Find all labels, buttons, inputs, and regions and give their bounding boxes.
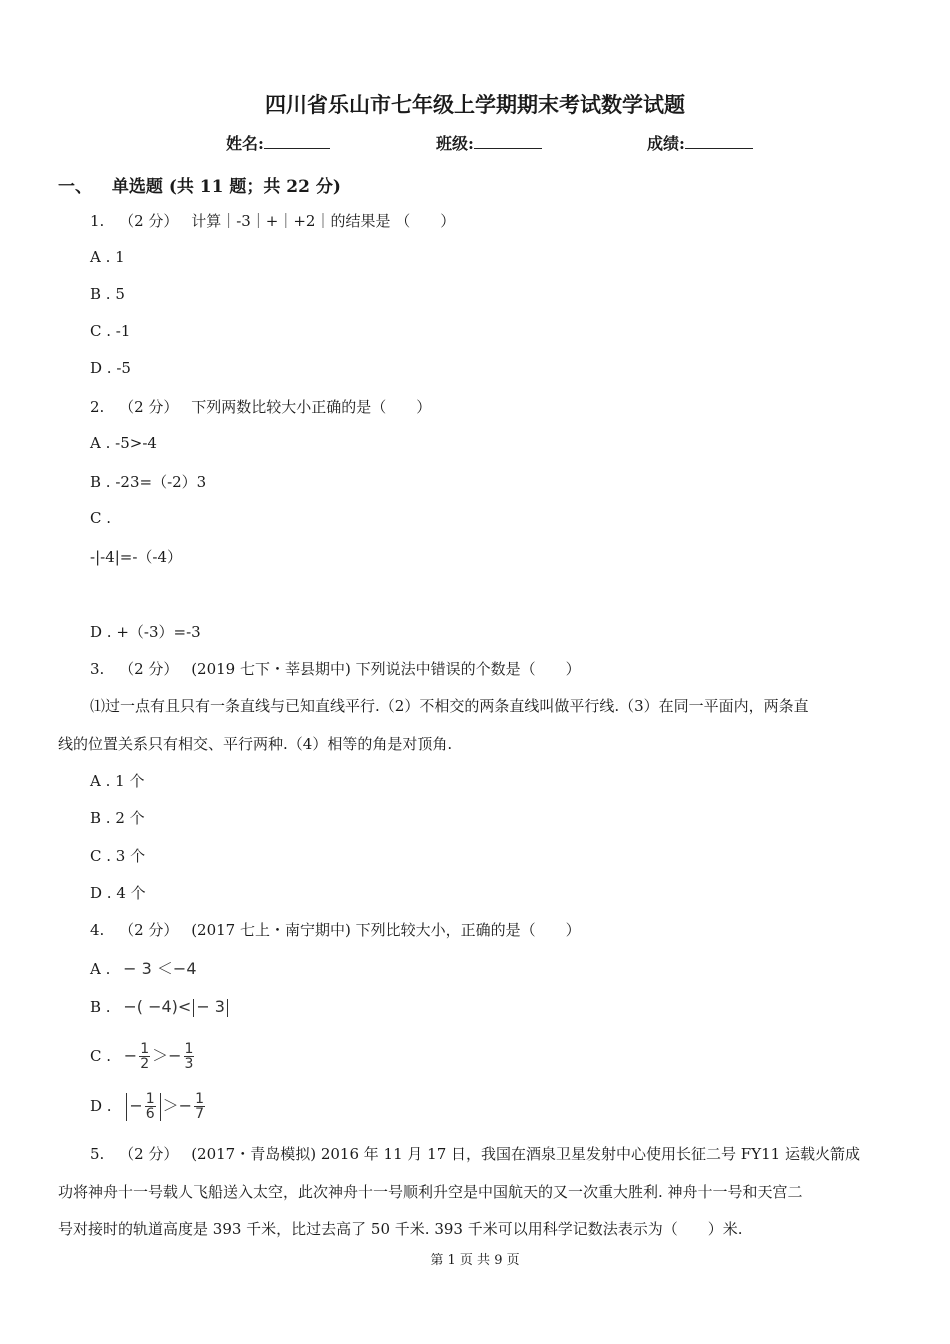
q3-option-a	[90, 770, 144, 791]
page-footer: 第 1 页 共 9 页	[430, 1253, 520, 1268]
option-text: 1 个	[115, 772, 145, 790]
numerator: 1	[145, 1091, 155, 1107]
q3-option-d	[90, 882, 146, 903]
math-operator: ＞−	[162, 1096, 193, 1115]
question-score: （2 分）	[119, 1145, 179, 1163]
question-score: （2 分）	[119, 398, 179, 416]
class-field	[436, 131, 542, 154]
option-text: -5	[116, 359, 131, 377]
math-abs-inner: − 3	[196, 997, 225, 1016]
option-label: B .	[90, 809, 111, 827]
math-minus: −	[129, 1096, 143, 1115]
abs-bar-left	[126, 1093, 127, 1121]
fraction	[184, 1042, 195, 1071]
question-number: 1.	[90, 212, 105, 230]
question-5-text-line-2: 功将神舟十一号载人飞船送入太空，此次神舟十一号顺利升空是中国航天的又一次重大胜利. 神舟十一号和天宫二	[58, 1183, 803, 1201]
option-label: C .	[90, 322, 112, 340]
option-math: − 3 ＜−4	[123, 959, 197, 978]
option-text: -23=（-2）3	[115, 473, 207, 491]
option-text: -1	[115, 322, 131, 340]
q1-option-c	[90, 322, 130, 340]
math-operator: ＞−	[152, 1046, 182, 1065]
q1-option-d	[90, 359, 131, 377]
q2-option-c-text: -|-4|=-（-4）	[90, 548, 183, 566]
question-5-text-line-3: 号对接时的轨道高度是 393 千米，比过去高了 50 千米. 393 千米可以用科学记数法表示为（ ）米.	[58, 1220, 743, 1238]
question-5	[90, 1143, 860, 1164]
option-label: A .	[90, 960, 111, 978]
option-math	[124, 1091, 207, 1122]
q3-option-b	[90, 807, 145, 828]
math-minus: −	[123, 1046, 138, 1065]
section-number: 一、	[58, 177, 92, 197]
q2-option-b	[90, 471, 206, 492]
option-label: A .	[90, 434, 111, 452]
section-heading	[58, 172, 341, 197]
option-label: D .	[90, 1097, 112, 1115]
denominator: 3	[184, 1056, 194, 1072]
question-2	[90, 396, 431, 417]
option-label: D .	[90, 884, 112, 902]
option-text: 1	[115, 248, 125, 266]
option-label: B .	[90, 998, 111, 1016]
option-text: -5>-4	[115, 434, 157, 452]
abs-bar-left	[193, 999, 194, 1017]
option-text: 4 个	[116, 884, 146, 902]
page-title: 四川省乐山市七年级上学期期末考试数学试题	[265, 92, 685, 117]
option-label: B .	[90, 473, 111, 491]
option-text: +（-3）=-3	[116, 623, 201, 641]
name-field	[226, 131, 330, 154]
numerator: 1	[195, 1091, 205, 1107]
numerator: 1	[184, 1041, 194, 1057]
option-label: C .	[90, 1047, 112, 1065]
option-label: A .	[90, 248, 111, 266]
question-number: 4.	[90, 921, 105, 939]
question-text: 下列两数比较大小正确的是（ ）	[191, 398, 432, 416]
denominator: 6	[145, 1106, 155, 1122]
class-label: 班级:	[436, 134, 474, 153]
option-label: D .	[90, 623, 112, 641]
option-text: 2 个	[115, 809, 145, 827]
q1-option-a	[90, 248, 125, 266]
q3-statement-line-1: ⑴过一点有且只有一条直线与已知直线平行.（2）不相交的两条直线叫做平行线.（3）在同一平面内，两条直	[90, 697, 809, 715]
math-left: −( −4)<	[123, 997, 192, 1016]
class-blank	[474, 133, 542, 149]
q4-option-b	[90, 997, 230, 1017]
fraction	[194, 1092, 205, 1121]
q3-option-c	[90, 845, 145, 866]
question-text: (2019 七下・莘县期中) 下列说法中错误的个数是（ ）	[191, 660, 581, 678]
option-label: B .	[90, 285, 111, 303]
q2-option-a	[90, 434, 157, 452]
denominator: 7	[195, 1106, 205, 1122]
q2-option-d	[90, 621, 201, 642]
option-text: 5	[115, 285, 125, 303]
q2-option-c-label: C .	[90, 509, 112, 527]
question-text: (2017 七上・南宁期中) 下列比较大小，正确的是（ ）	[191, 921, 581, 939]
question-score: （2 分）	[119, 660, 179, 678]
abs-bar-right	[227, 999, 228, 1017]
option-text: 3 个	[115, 847, 146, 865]
q4-option-a	[90, 956, 197, 979]
question-number: 2.	[90, 398, 105, 416]
score-label: 成绩:	[647, 134, 685, 153]
option-label: A .	[90, 772, 111, 790]
q4-option-c	[90, 1042, 196, 1071]
option-math	[123, 1041, 197, 1072]
score-blank	[685, 133, 753, 149]
question-text: 计算｜-3｜+｜+2｜的结果是 （ ）	[191, 212, 456, 230]
question-score: （2 分）	[119, 212, 179, 230]
option-math	[123, 997, 230, 1016]
q1-option-b	[90, 285, 125, 303]
fraction	[139, 1042, 150, 1071]
q4-option-d	[90, 1092, 207, 1121]
abs-bar-right	[160, 1093, 161, 1121]
numerator: 1	[140, 1041, 150, 1057]
section-title: 单选题 (共 11 题；共 22 分)	[111, 177, 341, 197]
question-score: （2 分）	[119, 921, 179, 939]
question-number: 3.	[90, 660, 105, 678]
question-number: 5.	[90, 1145, 105, 1163]
question-text-line-1: (2017・青岛模拟) 2016 年 11 月 17 日，我国在酒泉卫星发射中心使用长征二号 FY11 运载火箭成	[191, 1145, 860, 1163]
question-1	[90, 210, 455, 231]
question-4	[90, 919, 581, 940]
question-3	[90, 658, 581, 679]
score-field	[647, 131, 753, 154]
denominator: 2	[140, 1056, 150, 1072]
name-label: 姓名:	[226, 134, 264, 153]
q3-statement-line-2: 线的位置关系只有相交、平行两种.（4）相等的角是对顶角.	[58, 735, 453, 753]
fraction	[145, 1092, 156, 1121]
option-label: C .	[90, 847, 112, 865]
option-label: D .	[90, 359, 112, 377]
name-blank	[264, 133, 330, 149]
